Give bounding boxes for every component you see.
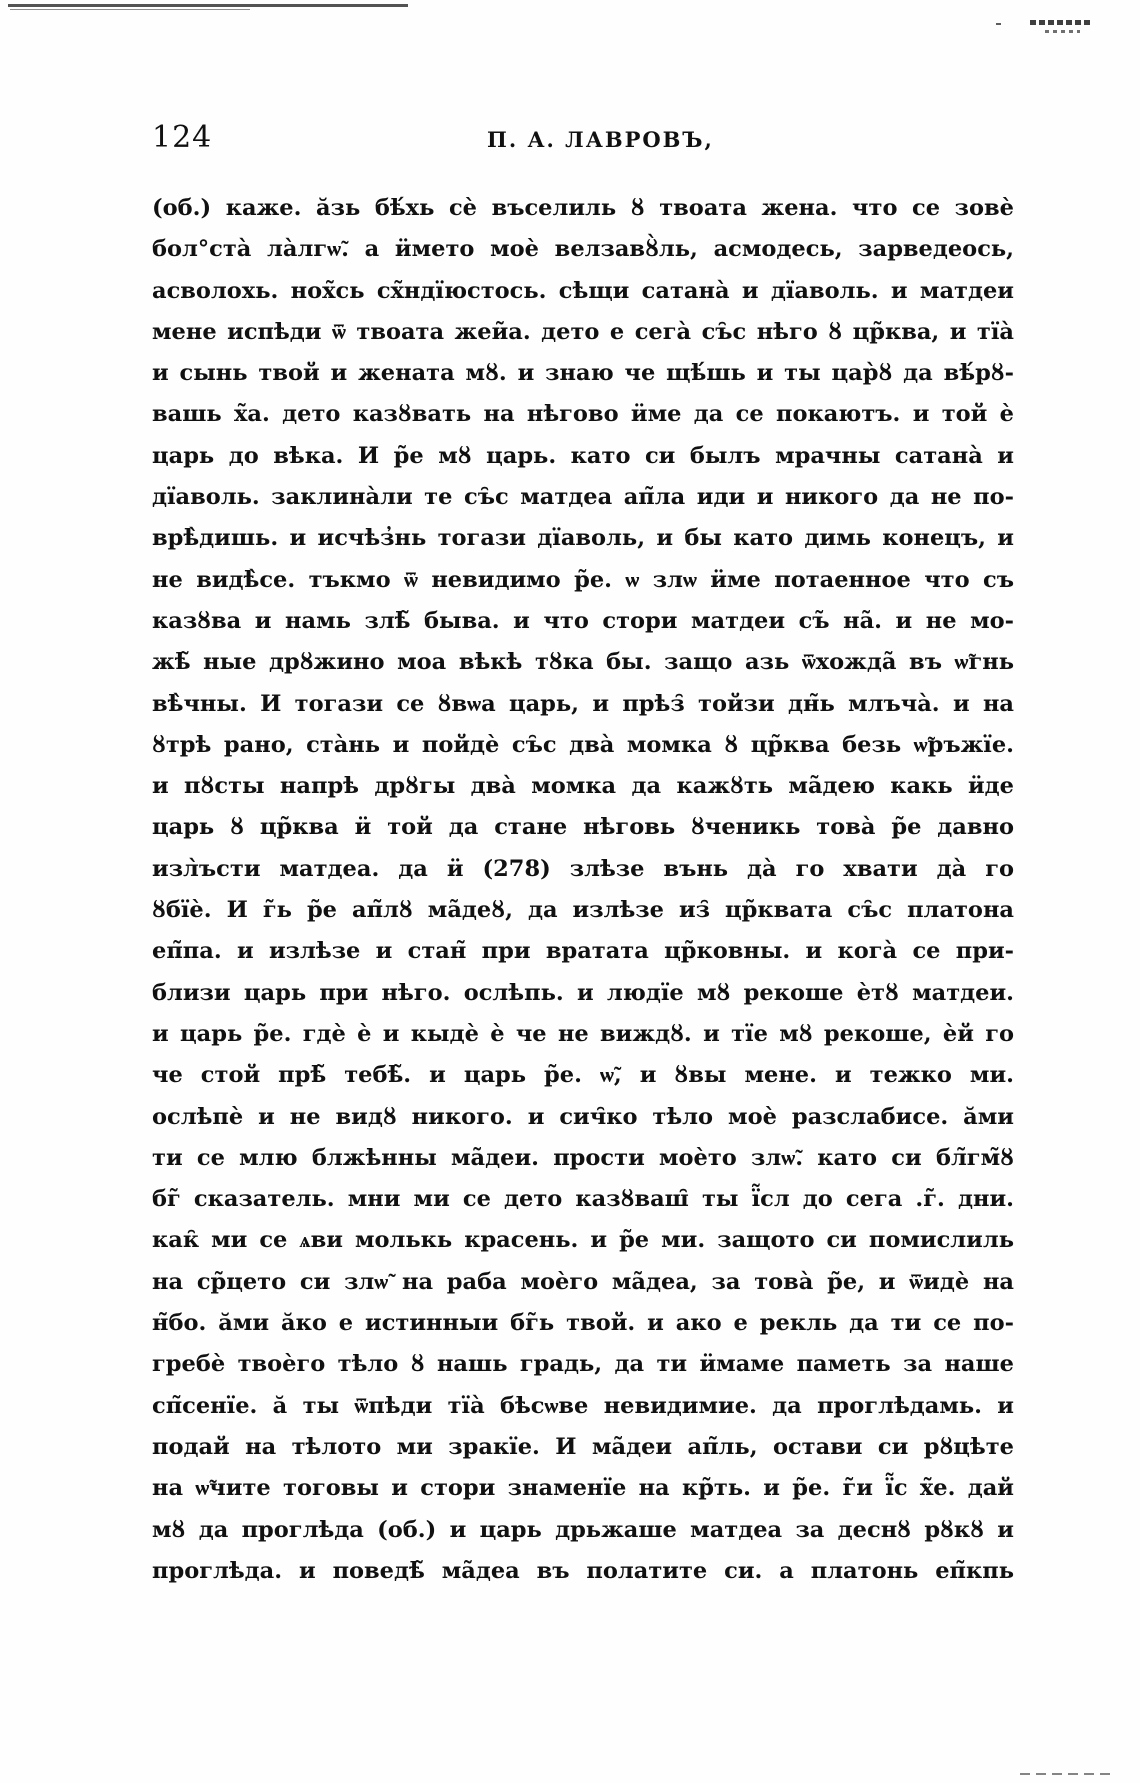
text-line: вашь х̃а. дето казȣвать на нѣгово ӥме да се покаютъ. и той ѐ <box>152 401 1014 428</box>
scan-speck <box>996 23 1001 25</box>
text-line: проглѣда. и поведѣ̃ ма̃деа въ полатите си. а платонь еп̃кпь <box>152 1557 1014 1584</box>
scan-edge-mark <box>1030 20 1090 25</box>
page-number: 124 <box>152 120 213 155</box>
running-head <box>152 118 1014 158</box>
text-line: че стой прѣ̃ тебѣ̃. и царь р̃е. ѡ̃, и ȣвы мене. и тежко ми. <box>152 1062 1014 1089</box>
text-line: дїаволь. заклина̀ли те съ̑с матдеа ап̃ла иди и никого да не по- <box>152 484 1014 511</box>
text-line: н̃бо. ӑми ӑко е истинныи бг̃ь твой. и ако е рекль да ти се по- <box>152 1310 1014 1337</box>
text-line: гребѐ твоѐго тѣло ȣ нашь градь, да ти ӥмаме паметь за наше <box>152 1351 1014 1378</box>
text-line: не видѣ̀се. тъкмо ѿ невидимо р̃е. ѡ злѡ ӥме потаенное что съ <box>152 566 1014 593</box>
text-line: вѣ̀чны. И тогази се ȣвѡа царь, и прѣз̑ тойзи дн̃ь млъча̀. и на <box>152 690 1014 717</box>
text-body <box>152 188 1014 1592</box>
text-line: ȣтрѣ рано, ста̀нь и пойдѐ съ̑с два̀ момка ȣ цр̃ква безь ѡ̃ръжїе. <box>152 731 1014 758</box>
text-line: (об.) каже. ӑзь бѣ́хь сѐ въселиль ȣ твоата жена. что се зовѐ <box>152 195 1014 221</box>
text-line: сп̃сенїе. ӑ ты ѿпѣди тїа̀ бѣсѡве невидимие. да проглѣдамь. и <box>152 1392 1014 1419</box>
scan-edge-mark <box>8 4 408 7</box>
text-line: изл̀ъсти матдеа. да ӥ (278) злѣзе вънь да̀ го хвати да̀ го <box>152 855 1014 882</box>
scan-edge-mark <box>1045 30 1080 33</box>
text-line: ȣбїѐ. И г̃ь р̃е ап̃лȣ ма̃деȣ, да излѣзе из̑ цр̃квата съ̑с платона <box>152 897 1014 924</box>
text-line: бол°ста̀ ла̀лгѡ̃. а ӥмето моѐ велзавȣ̀ль, асмодесь, зарведеось, <box>152 236 1014 263</box>
text-line: врѣ̀дишь. и исчѣз̓нь тогази дїаволь, и бы като димь конецъ, и <box>152 525 1014 552</box>
text-line: подай на тѣлото ми зракїе. И ма̃деи ап̃ль, остави си рȣцѣте <box>152 1433 1014 1460</box>
text-line: на ѡ̃чите тоговы и стори знаменїе на кр̃ть. и р̃е. г̃и ї̃с х̃е. дай <box>152 1475 1014 1502</box>
scan-edge-mark <box>1020 1773 1110 1775</box>
text-line: ослѣпѐ и не видȣ никого. и сич̑ко тѣло моѐ разслабисе. ӑми <box>152 1103 1014 1130</box>
text-line: и царь р̃е. гдѐ ѐ и кыдѐ ѐ че не виждȣ. и тїе мȣ рекоше, ѐй го <box>152 1020 1014 1047</box>
text-line: царь ȣ цр̃ква ӥ той да стане нѣговь ȣченикь това̀ р̃е давно <box>152 814 1014 841</box>
text-line: жѣ̃ ные дрȣжино моа вѣкѣ тȣка бы. защо азь ѿхожда̃ въ ѡ̃гнь <box>152 649 1014 676</box>
text-line: ти се млю блжѣнны ма̃деи. прости моѐто злѡ̃. като си бл̃гм̃ȣ <box>152 1144 1014 1171</box>
text-line: и сынь твой и женатa мȣ. и знаю че щѣ́шь и ты цар̀ȣ да вѣ́рȣ- <box>152 360 1014 387</box>
text-line: как̑ ми се ѧви молькь красень. и р̃е ми. защото си помислиль <box>152 1227 1014 1254</box>
text-line: бг̃ сказатель. мни ми се дето казȣваш̑ ты ї̃сл до сега .г̃. дни. <box>152 1186 1014 1213</box>
text-line: мȣ да проглѣда (об.) и царь дрьжаше матдеа за деснȣ рȣкȣ и <box>152 1516 1014 1543</box>
scan-edge-mark <box>10 9 250 10</box>
text-line: на ср̃цето си злѡ̃ на раба моѐго ма̃деа, за това̀ р̃е, и ѿидѐ на <box>152 1268 1014 1295</box>
text-line: близи царь при нѣго. ослѣпь. и людїе мȣ рекоше ѐтȣ матдеи. <box>152 979 1014 1006</box>
text-line: еп̃па. и излѣзе и стан̃ при вратата цр̃ковны. и кога̀ се при- <box>152 938 1014 965</box>
header-title: П. А. ЛАВРОВЪ, <box>487 127 714 152</box>
text-line: мене испѣди ѿ твоата жеи̃а. дето е сега̀ съ̑с нѣго ȣ цр̃ква, и тїа̀ <box>152 318 1014 345</box>
text-line: царь до вѣка. И р̃е мȣ царь. като си былъ мрачны сатана̀ и <box>152 442 1014 469</box>
text-line: асволохь. нох̃сь сх̃ндїюстось. сѣщи сатана̀ и дїаволь. и матдеи <box>152 277 1014 304</box>
text-line: казȣва и намь злѣ̃ быва. и что стори матдеи съ̃ на̃. и не мо- <box>152 607 1014 634</box>
text-line: и пȣсты напрѣ дрȣгы два̀ момка да кажȣть ма̃дею какь ӥде <box>152 773 1014 800</box>
